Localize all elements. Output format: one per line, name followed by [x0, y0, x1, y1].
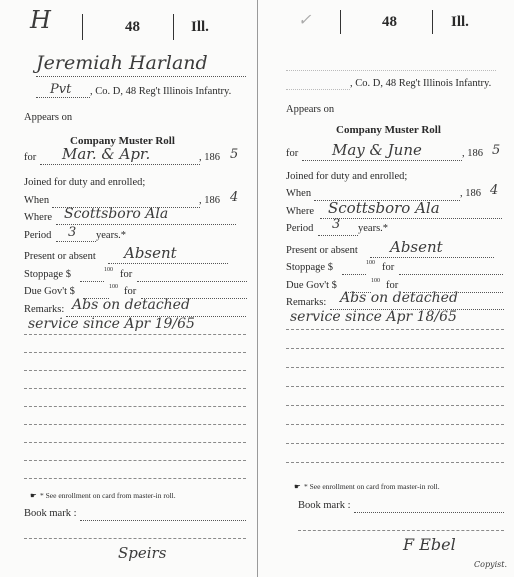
faint-header-mark: ✓	[298, 10, 312, 29]
when-year-digit: 4	[490, 183, 499, 198]
remarks-label: Remarks:	[286, 297, 327, 308]
stoppage-underline	[80, 281, 104, 282]
stoppage-for: for	[120, 269, 133, 280]
blank-line	[24, 334, 246, 335]
stoppage-label: Stoppage $	[286, 262, 333, 273]
bookmark-underline	[354, 512, 504, 513]
joined-label: Joined for duty and enrolled;	[286, 171, 408, 182]
state-abbreviation: Ill.	[191, 19, 209, 35]
due-govt-label: Due Gov't $	[24, 286, 75, 297]
present-underline	[370, 257, 494, 258]
when-year-suffix: , 186	[199, 195, 220, 206]
stoppage-for-underline	[399, 274, 503, 275]
year-suffix: , 186	[199, 152, 220, 163]
header-divider	[432, 10, 433, 34]
blank-line	[24, 538, 246, 539]
period-value: 3	[68, 225, 77, 240]
due-for: for	[386, 280, 399, 291]
unit-line: , Co. D, 48 Reg't Illinois Infantry.	[90, 86, 232, 97]
where-label: Where	[24, 212, 52, 223]
pointing-hand-icon: ☛	[294, 482, 301, 491]
header-divider	[173, 14, 174, 40]
appears-on-label: Appears on	[286, 104, 335, 115]
header-divider	[340, 10, 341, 34]
blank-line	[286, 348, 504, 349]
roll-period: May & June	[332, 141, 422, 159]
card-letter-mark: H	[30, 6, 51, 34]
name-underline	[286, 70, 496, 71]
blank-line	[298, 530, 504, 531]
blank-line	[24, 460, 246, 461]
regiment-number: 48	[125, 19, 140, 35]
copyist-signature: F Ebel	[403, 535, 456, 554]
blank-line	[286, 367, 504, 368]
blank-line	[24, 478, 246, 479]
soldier-rank: Pvt	[50, 82, 72, 97]
period-suffix: years.*	[96, 230, 127, 241]
blank-line	[24, 370, 246, 371]
remarks-line-2: service since Apr 18/65	[290, 309, 457, 325]
bookmark-underline	[80, 520, 246, 521]
present-absent-value: Absent	[390, 238, 443, 256]
bookmark-label: Book mark :	[298, 500, 351, 511]
footnote: * See enrollment on card from master-in roll.	[40, 491, 176, 500]
where-value: Scottsboro Ala	[328, 199, 440, 217]
period-label: Period	[24, 230, 52, 241]
due-fraction: 100	[371, 278, 380, 284]
appears-on-label: Appears on	[24, 112, 73, 123]
rank-underline	[36, 97, 90, 98]
copyist-label: Copyist.	[474, 560, 507, 569]
stoppage-label: Stoppage $	[24, 269, 71, 280]
for-label: for	[286, 148, 299, 159]
copyist-signature: Speirs	[118, 544, 167, 562]
where-value: Scottsboro Ala	[64, 206, 169, 222]
remarks-line-2: service since Apr 19/65	[28, 316, 195, 332]
blank-line	[24, 352, 246, 353]
roll-title: Company Muster Roll	[336, 124, 441, 136]
blank-line	[286, 462, 504, 463]
blank-line	[286, 424, 504, 425]
year-suffix: , 186	[462, 148, 483, 159]
blank-line	[286, 386, 504, 387]
bookmark-label: Book mark :	[24, 508, 77, 519]
when-year-digit: 4	[230, 190, 239, 205]
name-underline	[36, 76, 246, 77]
period-value: 3	[332, 217, 341, 232]
period-label: Period	[286, 223, 314, 234]
footnote: * See enrollment on card from master-in roll.	[304, 482, 440, 491]
unit-line: , Co. D, 48 Reg't Illinois Infantry.	[350, 78, 492, 89]
for-underline	[302, 160, 462, 161]
present-absent-label: Present or absent	[286, 245, 358, 256]
stoppage-for: for	[382, 262, 395, 273]
blank-line	[24, 406, 246, 407]
year-digit: 5	[230, 147, 239, 162]
due-fraction: 100	[109, 284, 118, 290]
period-underline	[56, 241, 96, 242]
where-underline	[56, 224, 236, 225]
stoppage-underline	[342, 274, 366, 275]
pointing-hand-icon: ☛	[30, 491, 37, 500]
right-muster-card	[257, 0, 514, 577]
where-label: Where	[286, 206, 314, 217]
remarks-label: Remarks:	[24, 304, 65, 315]
period-underline	[318, 235, 358, 236]
when-label: When	[286, 188, 312, 199]
present-absent-value: Absent	[124, 244, 177, 262]
remarks-line-1: Abs on detached	[72, 297, 190, 313]
stoppage-for-underline	[137, 281, 247, 282]
state-abbreviation: Ill.	[451, 14, 469, 30]
present-underline	[108, 263, 228, 264]
blank-line	[24, 388, 246, 389]
soldier-name: Jeremiah Harland	[36, 52, 208, 74]
roll-title: Company Muster Roll	[70, 135, 175, 147]
when-year-suffix: , 186	[460, 188, 481, 199]
stoppage-fraction: 100	[366, 260, 375, 266]
blank-line	[286, 405, 504, 406]
due-govt-label: Due Gov't $	[286, 280, 337, 291]
when-label: When	[24, 195, 50, 206]
due-for: for	[124, 286, 137, 297]
header-divider	[82, 14, 83, 40]
blank-line	[24, 424, 246, 425]
blank-line	[24, 442, 246, 443]
where-underline	[320, 218, 502, 219]
for-underline	[40, 164, 200, 165]
period-suffix: years.*	[358, 223, 389, 234]
year-digit: 5	[492, 143, 501, 158]
for-label: for	[24, 152, 37, 163]
remarks-line-1: Abs on detached	[340, 290, 458, 306]
rank-underline	[286, 89, 350, 90]
roll-period: Mar. & Apr.	[62, 145, 151, 163]
regiment-number: 48	[382, 14, 397, 30]
present-absent-label: Present or absent	[24, 251, 96, 262]
joined-label: Joined for duty and enrolled;	[24, 177, 146, 188]
blank-line	[286, 329, 504, 330]
stoppage-fraction: 100	[104, 267, 113, 273]
blank-line	[286, 443, 504, 444]
